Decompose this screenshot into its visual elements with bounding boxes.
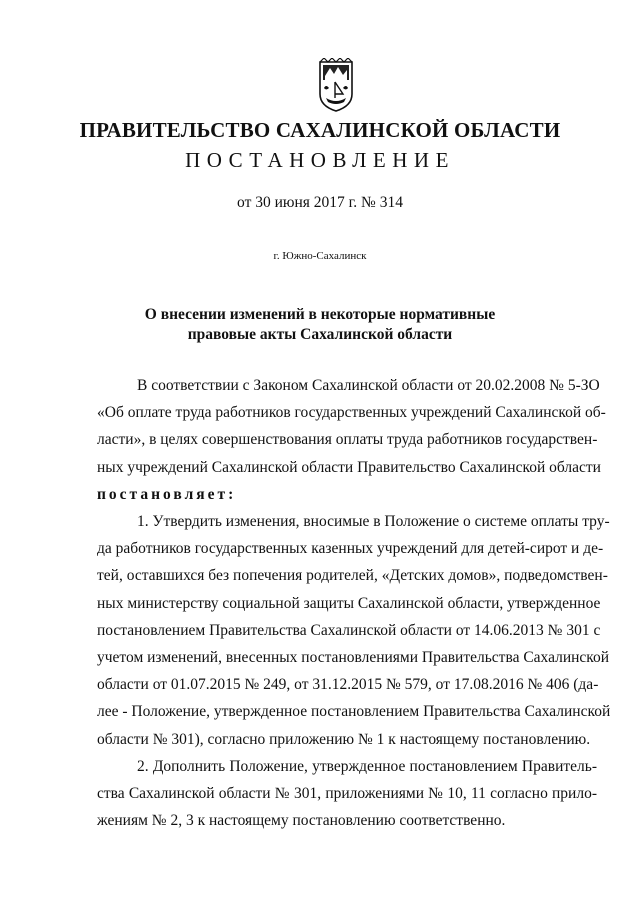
body-line-resolves: постановляет: [97,485,237,503]
document-type: ПОСТАНОВЛЕНИЕ [185,148,455,172]
body-line: области № 301), согласно приложению № 1 к настоящему постановлению. [97,730,591,748]
coat-of-arms-icon [319,58,353,112]
body-line: да работников государственных казенных учреждений для детей-сирот и де- [97,540,604,558]
body-line: ласти», в целях совершенствования оплаты труда работников государствен- [97,431,598,449]
document-body [97,372,611,834]
body-line: ства Сахалинской области № 301, приложениями № 10, 11 согласно прило- [97,785,597,803]
document-date-number: от 30 июня 2017 г. № 314 [237,194,403,211]
title-line: О внесении изменений в некоторые нормативные [144,306,496,323]
body-line: 2. Дополнить Положение, утвержденное постановлением Правитель- [137,757,597,775]
organization-name: ПРАВИТЕЛЬСТВО САХАЛИНСКОЙ ОБЛАСТИ [79,118,561,142]
body-line: 1. Утвердить изменения, вносимые в Положение о системе оплаты тру- [137,513,610,531]
body-line: учетом изменений, внесенных постановлениями Правительства Сахалинской [97,649,610,667]
body-line: ных учреждений Сахалинской области Правительство Сахалинской области [97,458,601,476]
body-line: тей, оставшихся без попечения родителей, «Детских домов», подведомствен- [97,567,608,585]
body-line: постановлением Правительства Сахалинской области от 14.06.2013 № 301 с [97,621,601,639]
document-city: г. Южно-Сахалинск [273,250,367,262]
body-line: «Об оплате труда работников государственных учреждений Сахалинской об- [97,404,606,422]
body-line: области от 01.07.2015 № 249, от 31.12.2015 № 579, от 17.08.2016 № 406 (да- [97,676,599,694]
body-line: В соответствии с Законом Сахалинской области от 20.02.2008 № 5-ЗО [137,377,600,394]
body-line: ных министерству социальной защиты Сахалинской области, утвержденное [97,594,601,612]
body-line: жениям № 2, 3 к настоящему постановлению соответственно. [97,812,506,830]
title-line: правовые акты Сахалинской области [187,326,453,343]
body-line: лее - Положение, утвержденное постановлением Правительства Сахалинской [97,703,611,721]
document-title [0,305,640,345]
